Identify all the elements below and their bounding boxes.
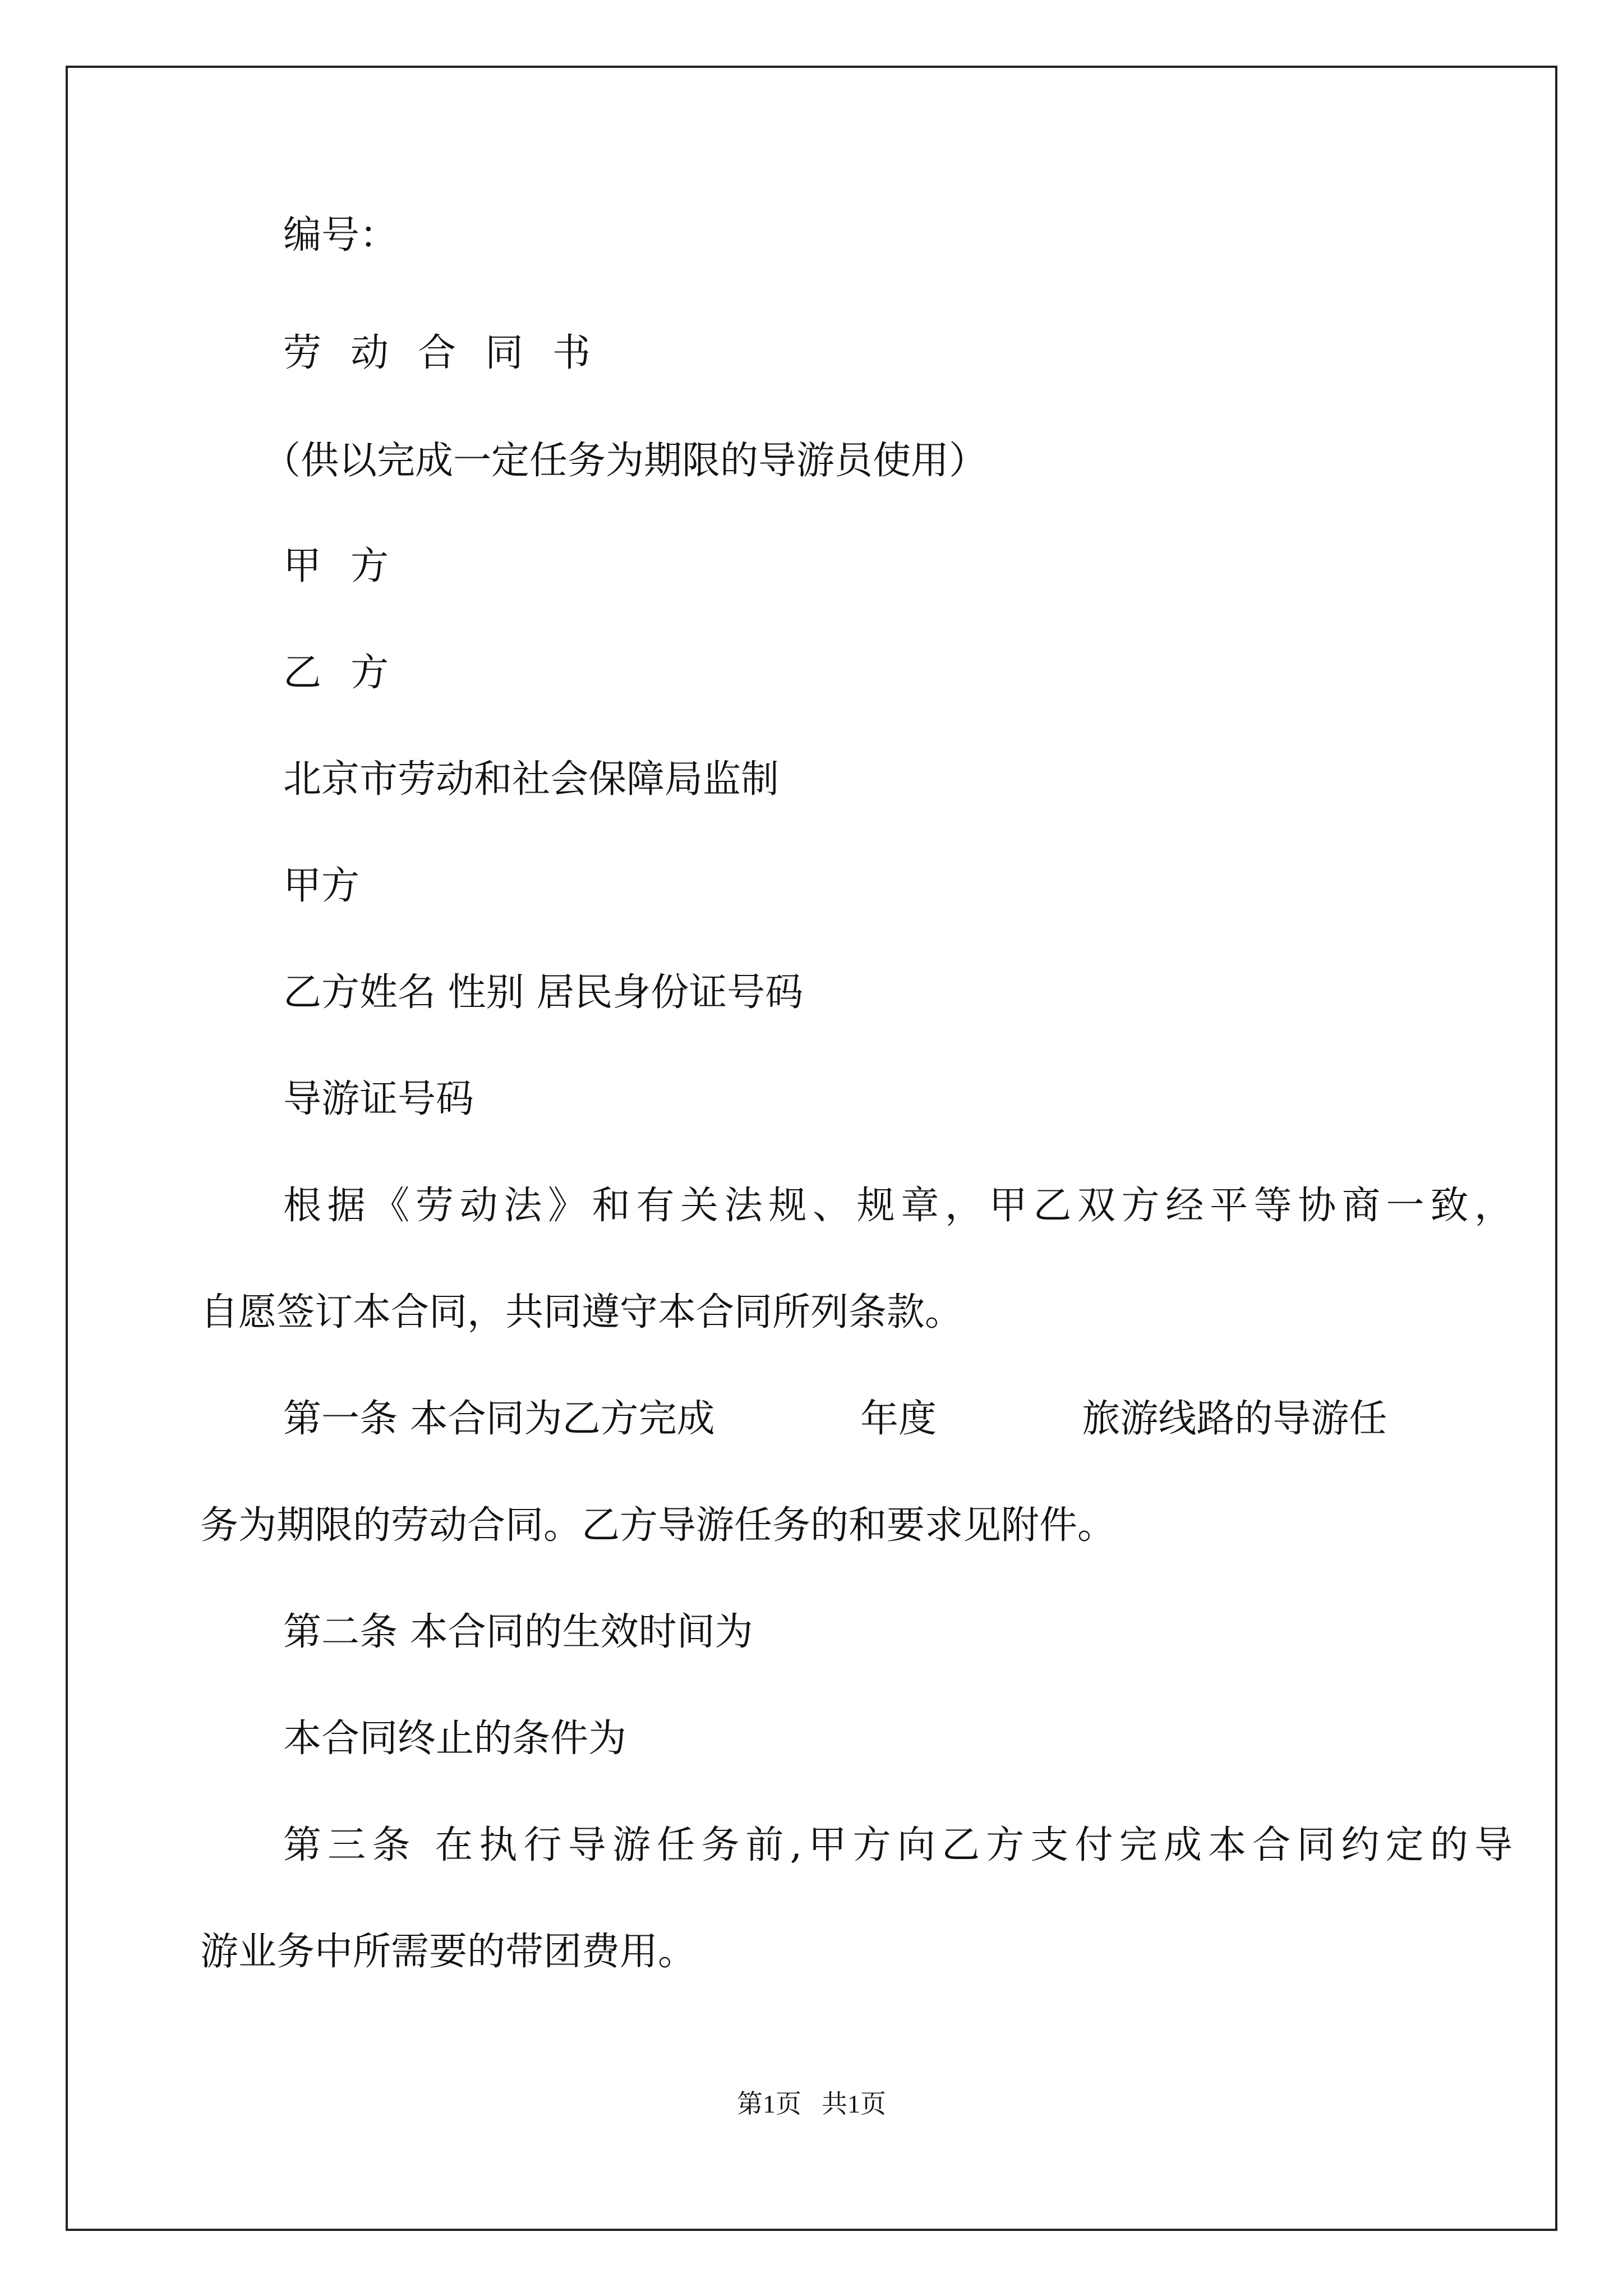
page-footer [0,2088,1623,2120]
document-title: 劳动合同书 [283,331,620,375]
article-2-line-1: 第二条 本合同的生效时间为 [283,1610,753,1654]
party-b-info: 乙方姓名 性别 居民身份证号码 [283,970,804,1015]
article-1-line-2: 务为期限的劳动合同。乙方导游任务的和要求见附件。 [200,1503,1116,1548]
document-subtitle: （供以完成一定任务为期限的导游员使用） [262,439,988,483]
article-3-line-2: 游业务中所需要的带团费用。 [200,1930,697,1974]
guide-certificate-number: 导游证号码 [283,1077,474,1121]
preamble-line-2: 自愿签订本合同，共同遵守本合同所列条款。 [200,1290,963,1335]
page-total-count: 共1页 [822,2090,886,2118]
supervisor-text: 北京市劳动和社会保障局监制 [283,757,780,802]
article-1-line-1: 第一条 本合同为乙方完成 年度 旅游线路的导游任 [283,1397,1387,1441]
party-a-label: 甲方 [283,864,360,908]
article-2-line-2: 本合同终止的条件为 [283,1717,627,1761]
contract-number-label: 编号： [283,213,398,257]
page-border [66,66,1557,2231]
page-current-number: 第1页 [737,2090,801,2118]
party-a-heading: 甲方 [283,544,418,588]
party-b-heading: 乙方 [283,651,418,695]
article-3-line-1: 第三条 在执行导游任务前,甲方向乙方支付完成本合同约定的导 [283,1823,1513,1867]
preamble-line-1: 根据《劳动法》和有关法规、规章，甲乙双方经平等协商一致， [283,1184,1513,1228]
